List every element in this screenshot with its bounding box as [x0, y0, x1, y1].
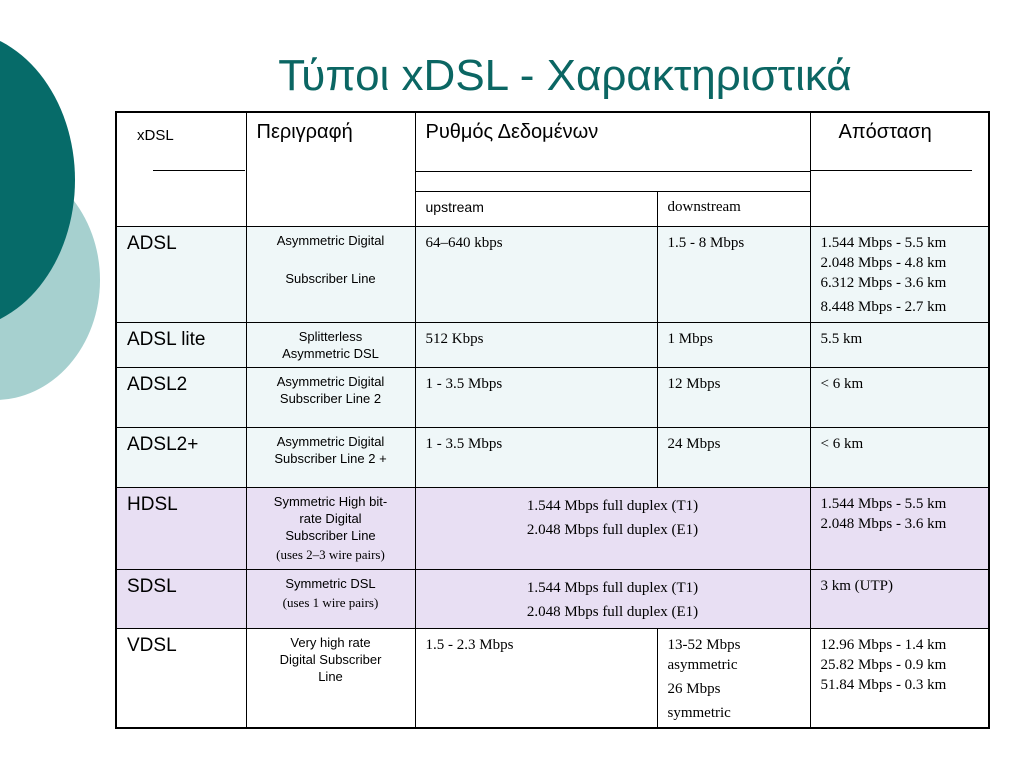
distance-line: 51.84 Mbps - 0.3 km — [820, 676, 947, 693]
rate-line: 2.048 Mbps full duplex (E1) — [526, 603, 699, 620]
header-downstream: downstream — [667, 198, 741, 215]
slide-title: Τύποι xDSL - Χαρακτηριστικά — [278, 51, 852, 100]
desc-line: Splitterless — [298, 328, 363, 344]
desc-line: Line — [318, 668, 343, 684]
header-upstream: upstream — [425, 198, 484, 215]
row-name: ADSL2+ — [127, 433, 199, 455]
header-spacer-cell — [415, 171, 810, 191]
rate-line: 1.544 Mbps full duplex (T1) — [526, 579, 699, 596]
row-upstream: 1 - 3.5 Mbps — [425, 435, 503, 452]
distance-line: 12.96 Mbps - 1.4 km — [820, 636, 947, 653]
row-distance — [811, 227, 989, 317]
row-downstream: 12 Mbps — [667, 375, 721, 392]
row-downstream: 1.5 - 8 Mbps — [667, 234, 745, 251]
header-description: Περιγραφή — [256, 121, 353, 143]
row-distance: 5.5 km — [820, 330, 863, 347]
row-upstream: 512 Kbps — [425, 330, 484, 347]
row-upstream: 64–640 kbps — [425, 234, 503, 251]
table-row — [116, 628, 989, 728]
row-distance — [811, 629, 989, 695]
header-row — [116, 112, 989, 171]
header-data-rate: Ρυθμός Δεδομένων — [425, 121, 599, 143]
desc-line: Asymmetric DSL — [282, 345, 379, 361]
distance-line: 1.544 Mbps - 5.5 km — [820, 495, 947, 512]
row-name: HDSL — [127, 493, 178, 515]
row-name: ADSL2 — [127, 373, 188, 395]
row-description — [247, 368, 415, 407]
distance-line: 2.048 Mbps - 3.6 km — [820, 515, 947, 532]
desc-line: Digital Subscriber — [279, 651, 382, 667]
desc-line: Very high rate — [290, 634, 371, 650]
row-name: SDSL — [127, 575, 177, 597]
distance-line: 2.048 Mbps - 4.8 km — [820, 254, 947, 271]
row-data-rate — [416, 570, 810, 624]
desc-note: (uses 2–3 wire pairs) — [276, 546, 385, 562]
downstream-line: symmetric — [667, 704, 731, 721]
desc-line: Subscriber Line — [285, 270, 376, 286]
row-distance: 3 km (UTP) — [820, 577, 894, 594]
table-row — [116, 487, 989, 569]
desc-line: rate Digital — [299, 510, 362, 526]
header-xdsl: xDSL — [137, 127, 174, 144]
row-description — [247, 488, 415, 563]
header-downstream-cell — [657, 191, 810, 226]
distance-line: 6.312 Mbps - 3.6 km — [820, 274, 947, 291]
header-distance: Απόσταση — [838, 121, 932, 143]
header-upstream-cell — [415, 191, 657, 226]
row-description — [247, 323, 415, 362]
header-data-rate-cell — [415, 112, 810, 171]
table-row — [116, 569, 989, 628]
desc-line: Asymmetric Digital — [276, 373, 385, 389]
desc-line: Symmetric DSL — [285, 575, 376, 591]
row-upstream: 1.5 - 2.3 Mbps — [425, 636, 514, 653]
row-downstream: 1 Mbps — [667, 330, 713, 347]
desc-line: Subscriber Line — [285, 527, 376, 543]
row-description — [247, 570, 415, 611]
header-underline-xdsl — [153, 170, 245, 171]
desc-line: Subscriber Line 2 — [279, 390, 382, 406]
rate-line: 2.048 Mbps full duplex (E1) — [526, 521, 699, 538]
desc-line: Symmetric High bit- — [273, 493, 388, 509]
header-distance-cell — [810, 112, 989, 226]
row-description — [247, 629, 415, 685]
row-distance: < 6 km — [820, 435, 864, 452]
desc-line: Asymmetric Digital — [276, 232, 385, 248]
row-description — [247, 428, 415, 467]
row-description — [247, 227, 415, 287]
desc-note: (uses 1 wire pairs) — [282, 594, 379, 610]
header-underline-distance — [810, 170, 972, 171]
distance-line: 1.544 Mbps - 5.5 km — [820, 234, 947, 251]
downstream-line: asymmetric — [667, 656, 738, 673]
row-name: VDSL — [127, 634, 177, 656]
row-downstream: 24 Mbps — [667, 435, 721, 452]
distance-line: 8.448 Mbps - 2.7 km — [820, 298, 947, 315]
table-row — [116, 427, 989, 487]
row-downstream — [658, 629, 810, 723]
row-data-rate — [416, 488, 810, 542]
xdsl-table-container — [115, 111, 988, 729]
table-row — [116, 367, 989, 427]
row-distance: < 6 km — [820, 375, 864, 392]
header-xdsl-cell — [116, 112, 246, 226]
row-upstream: 1 - 3.5 Mbps — [425, 375, 503, 392]
distance-line: 25.82 Mbps - 0.9 km — [820, 656, 947, 673]
table-row — [116, 226, 989, 322]
row-distance — [811, 488, 989, 534]
rate-line: 1.544 Mbps full duplex (T1) — [526, 497, 699, 514]
downstream-line: 13-52 Mbps — [667, 636, 741, 653]
desc-line: Asymmetric Digital — [276, 433, 385, 449]
downstream-line: 26 Mbps — [667, 680, 721, 697]
row-name: ADSL lite — [127, 328, 206, 350]
header-description-cell — [246, 112, 415, 226]
xdsl-table — [115, 111, 990, 729]
desc-line: Subscriber Line 2 + — [274, 450, 387, 466]
row-name: ADSL — [127, 232, 177, 254]
table-row — [116, 322, 989, 367]
